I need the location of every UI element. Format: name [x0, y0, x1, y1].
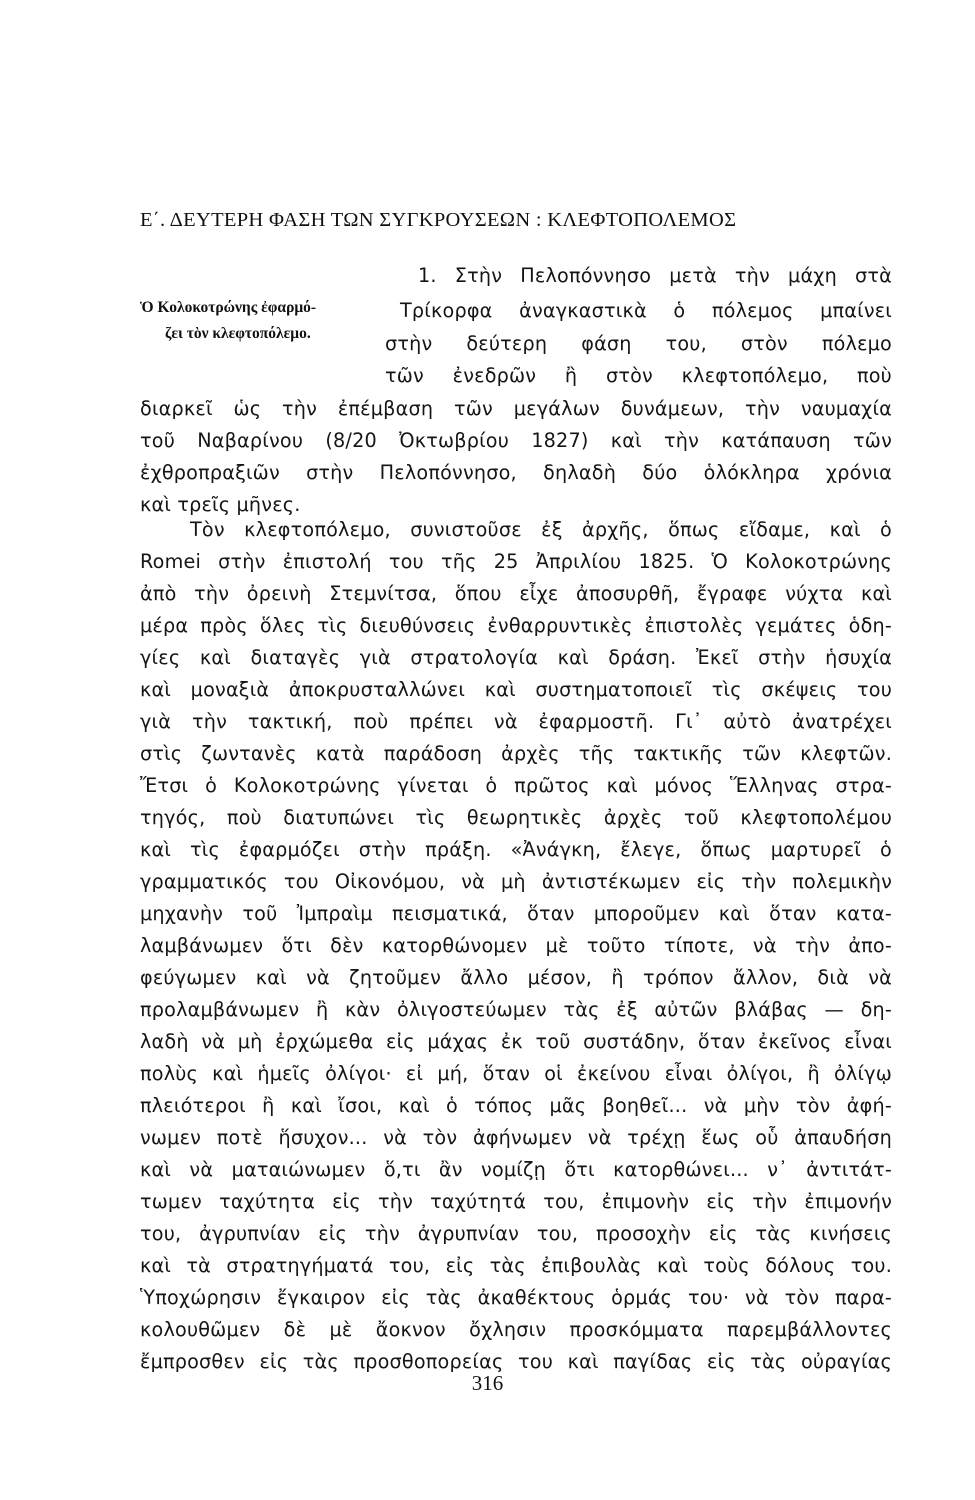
margin-note-line: ζει τὸν κλεφτοπόλεμο.: [165, 325, 311, 342]
section-heading: Ε΄. ΔΕΥΤΕΡΗ ΦΑΣΗ ΤΩΝ ΣΥΓΚΡΟΥΣΕΩΝ : ΚΛΕΦΤΟΠΟΛΕΜΟΣ: [140, 209, 737, 231]
text-line: Ὑποχώρησιν ἔγκαιρον εἰς τὰς ἀκαθέκτους ὁρμάς του· νὰ τὸν παρα-: [140, 1286, 892, 1309]
text-line: στὴν δεύτερη φάση του, στὸν πόλεμο: [385, 332, 892, 355]
text-line: 1. Στὴν Πελοπόννησο μετὰ τὴν μάχη στὰ: [418, 264, 892, 287]
text-line: Romei στὴν ἐπιστολή του τῆς 25 Ἀπριλίου 1825. Ὁ Κολοκοτρώνης: [140, 550, 892, 573]
text-line: γίες καὶ διαταγὲς γιὰ στρατολογία καὶ δράση. Ἐκεῖ στὴν ἡσυχία: [140, 646, 892, 669]
text-line: τωμεν ταχύτητα εἰς τὴν ταχύτητά του, ἐπιμονὴν εἰς τὴν ἐπιμονήν: [140, 1190, 892, 1213]
text-line: καὶ νὰ ματαιώνωμεν ὅ,τι ἂν νομίζῃ ὅτι κατορθώνει... ν᾽ ἀντιτάτ-: [140, 1158, 892, 1181]
text-line: πολὺς καὶ ἡμεῖς ὀλίγοι· εἰ μή, ὅταν οἱ ἐκείνου εἶναι ὀλίγοι, ἢ ὀλίγῳ: [140, 1062, 892, 1085]
text-line: Ἔτσι ὁ Κολοκοτρώνης γίνεται ὁ πρῶτος καὶ μόνος Ἕλληνας στρα-: [140, 774, 892, 797]
text-line: μηχανὴν τοῦ Ἰμπραὶμ πεισματικά, ὅταν μποροῦμεν καὶ ὅταν κατα-: [140, 902, 892, 925]
text-line: κολουθῶμεν δὲ μὲ ἄοκνον ὄχλησιν προσκόμματα παρεμβάλλοντες: [140, 1318, 892, 1341]
text-line: πλειότεροι ἢ καὶ ἴσοι, καὶ ὁ τόπος μᾶς βοηθεῖ... νὰ μὴν τὸν ἀφή-: [140, 1094, 892, 1117]
text-line: ἔμπροσθεν εἰς τὰς προσθοπορείας του καὶ παγίδας εἰς τὰς οὐραγίας: [140, 1350, 892, 1373]
text-line: διαρκεῖ ὡς τὴν ἐπέμβαση τῶν μεγάλων δυνάμεων, τὴν ναυμαχία: [140, 397, 892, 420]
text-line: Τὸν κλεφτοπόλεμο, συνιστοῦσε ἐξ ἀρχῆς, ὅπως εἴδαμε, καὶ ὁ: [190, 518, 892, 541]
text-line: προλαμβάνωμεν ἢ κὰν ὀλιγοστεύωμεν τὰς ἐξ αὐτῶν βλάβας — δη-: [140, 998, 892, 1021]
text-line: φεύγωμεν καὶ νὰ ζητοῦμεν ἄλλο μέσον, ἢ τρόπον ἄλλον, διὰ νὰ: [140, 966, 892, 989]
text-line: του, ἀγρυπνίαν εἰς τὴν ἀγρυπνίαν του, προσοχὴν εἰς τὰς κινήσεις: [140, 1222, 892, 1245]
text-line: γραμματικός του Οἰκονόμου, νὰ μὴ ἀντιστέκωμεν εἰς τὴν πολεμικὴν: [140, 870, 892, 893]
text-line: τηγός, ποὺ διατυπώνει τὶς θεωρητικὲς ἀρχὲς τοῦ κλεφτοπολέμου: [140, 806, 892, 829]
margin-note-line: Ὁ Κολοκοτρώνης ἐφαρμό-: [140, 299, 317, 316]
text-line: καὶ τρεῖς μῆνες.: [140, 493, 301, 516]
text-line: ἐχθροπραξιῶν στὴν Πελοπόννησο, δηλαδὴ δύο ὁλόκληρα χρόνια: [140, 461, 892, 484]
text-line: γιὰ τὴν τακτική, ποὺ πρέπει νὰ ἐφαρμοστῆ. Γι᾽ αὐτὸ ἀνατρέχει: [140, 710, 892, 733]
text-line: Τρίκορφα ἀναγκαστικὰ ὁ πόλεμος μπαίνει: [400, 299, 892, 322]
text-line: λαδὴ νὰ μὴ ἐρχώμεθα εἰς μάχας ἐκ τοῦ συστάδην, ὅταν ἐκεῖνος εἶναι: [140, 1030, 892, 1053]
text-line: καὶ τὶς ἐφαρμόζει στὴν πράξη. «Ἀνάγκη, ἔλεγε, ὅπως μαρτυρεῖ ὁ: [140, 838, 892, 861]
text-line: καὶ μοναξιὰ ἀποκρυσταλλώνει καὶ συστηματοποιεῖ τὶς σκέψεις του: [140, 678, 892, 701]
text-line: ἀπὸ τὴν ὀρεινὴ Στεμνίτσα, ὅπου εἶχε ἀποσυρθῆ, ἔγραφε νύχτα καὶ: [140, 582, 892, 605]
text-line: νωμεν ποτὲ ἥσυχον... νὰ τὸν ἀφήνωμεν νὰ τρέχῃ ἕως οὗ ἀπαυδήση: [140, 1126, 892, 1149]
text-line: καὶ τὰ στρατηγήματά του, εἰς τὰς ἐπιβουλὰς καὶ τοὺς δόλους του.: [140, 1254, 892, 1277]
text-line: τῶν ἐνεδρῶν ἢ στὸν κλεφτοπόλεμο, ποὺ: [385, 364, 892, 387]
page-number: 316: [471, 1371, 504, 1395]
text-line: λαμβάνωμεν ὅτι δὲν κατορθώνομεν μὲ τοῦτο τίποτε, νὰ τὴν ἀπο-: [140, 934, 892, 957]
text-line: τοῦ Ναβαρίνου (8/20 Ὀκτωβρίου 1827) καὶ τὴν κατάπαυση τῶν: [140, 429, 892, 452]
text-line: στὶς ζωντανὲς κατὰ παράδοση ἀρχὲς τῆς τακτικῆς τῶν κλεφτῶν.: [140, 742, 892, 765]
text-line: μέρα πρὸς ὅλες τὶς διευθύνσεις ἐνθαρρυντικὲς ἐπιστολὲς γεμάτες ὁδη-: [140, 614, 892, 637]
